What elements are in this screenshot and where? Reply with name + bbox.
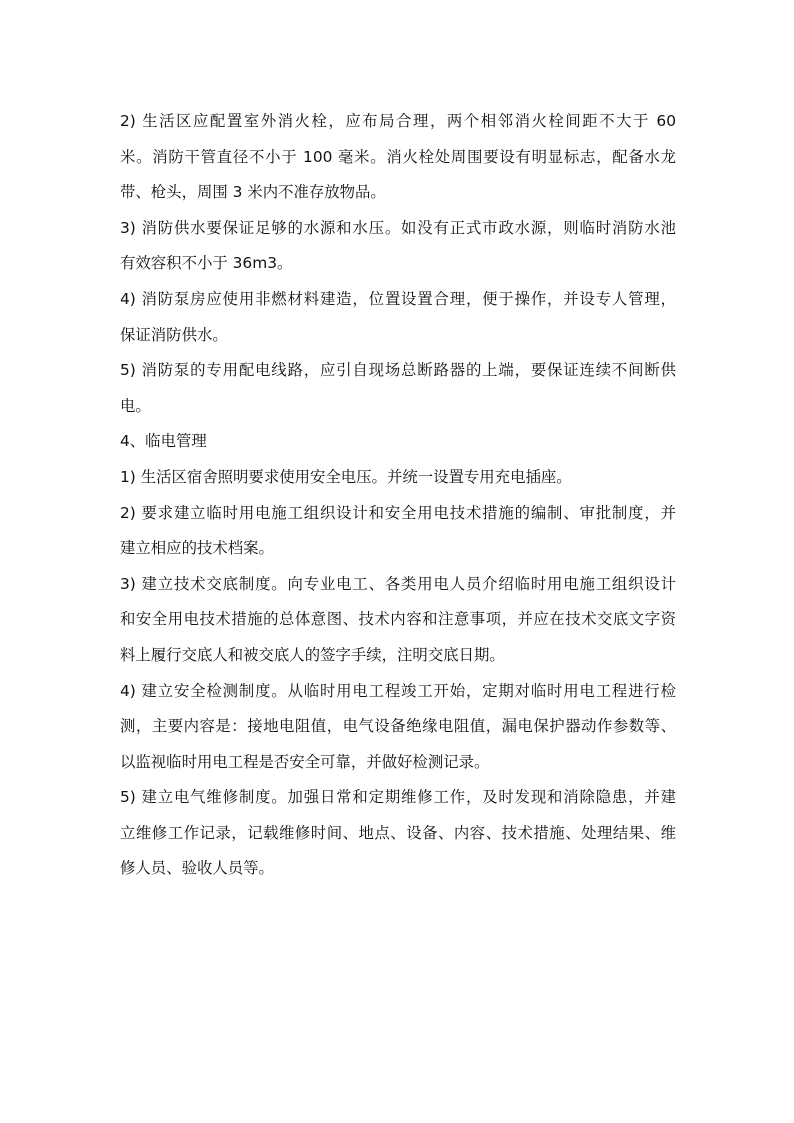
section-heading [120,424,676,460]
text-line: 料上履行交底人和被交底人的签字手续，注明交底日期。 [120,645,505,664]
text-line: 4) 消防泵房应使用非燃材料建造，位置设置合理，便于操作，并设专人管理， [120,289,676,308]
text-line: 保证消防供水。 [120,325,228,344]
text-line: 2) 要求建立临时用电施工组织设计和安全用电技术措施的编制、审批制度，并 [120,503,676,522]
paragraph-1 [120,460,676,496]
text-line: 建立相应的技术档案。 [120,539,274,558]
text-line: 3) 建立技术交底制度。向专业电工、各类用电人员介绍临时用电施工组织设计 [120,574,676,593]
text-line: 2) 生活区应配置室外消火栓，应布局合理，两个相邻消火栓间距不大于 60 [120,112,676,130]
text-line: 3) 消防供水要保证足够的水源和水压。如没有正式市政水源，则临时消防水池 [120,218,676,237]
text-line: 以监视临时用电工程是否安全可靠，并做好检测记录。 [120,752,490,771]
text-line: 修人员、验收人员等。 [120,859,274,878]
paragraph-4 [120,282,676,353]
paragraph-4b [120,674,676,781]
text-line: 和安全用电技术措施的总体意图、技术内容和注意事项，并应在技术交底文字资 [120,610,676,629]
paragraph-5 [120,353,676,424]
text-line: 5) 建立电气维修制度。加强日常和定期维修工作，及时发现和消除隐患，并建 [120,788,676,807]
text-line: 1) 生活区宿舍照明要求使用安全电压。并统一设置专用充电插座。 [120,467,572,486]
heading-line: 4、临电管理 [120,432,207,451]
text-line: 立维修工作记录，记载维修时间、地点、设备、内容、技术措施、处理结果、维 [120,823,676,842]
paragraph-2 [120,104,676,211]
text-line: 带、枪头，周围 3 米内不准存放物品。 [120,183,386,202]
paragraph-3b [120,567,676,674]
paragraph-5b [120,780,676,887]
text-line: 米。消防干管直径不小于 100 毫米。消火栓处周围要设有明显标志，配备水龙 [120,147,676,166]
text-line: 测，主要内容是：接地电阻值，电气设备绝缘电阻值，漏电保护器动作参数等、 [120,717,676,736]
text-line: 有效容积不小于 36m3。 [120,254,293,273]
text-line: 4) 建立安全检测制度。从临时用电工程竣工开始，定期对临时用电工程进行检 [120,681,676,700]
text-line: 电。 [120,396,151,415]
paragraph-2b [120,496,676,567]
text-line: 5) 消防泵的专用配电线路，应引自现场总断路器的上端，要保证连续不间断供 [120,361,676,380]
paragraph-3 [120,211,676,282]
document-body [120,104,676,887]
